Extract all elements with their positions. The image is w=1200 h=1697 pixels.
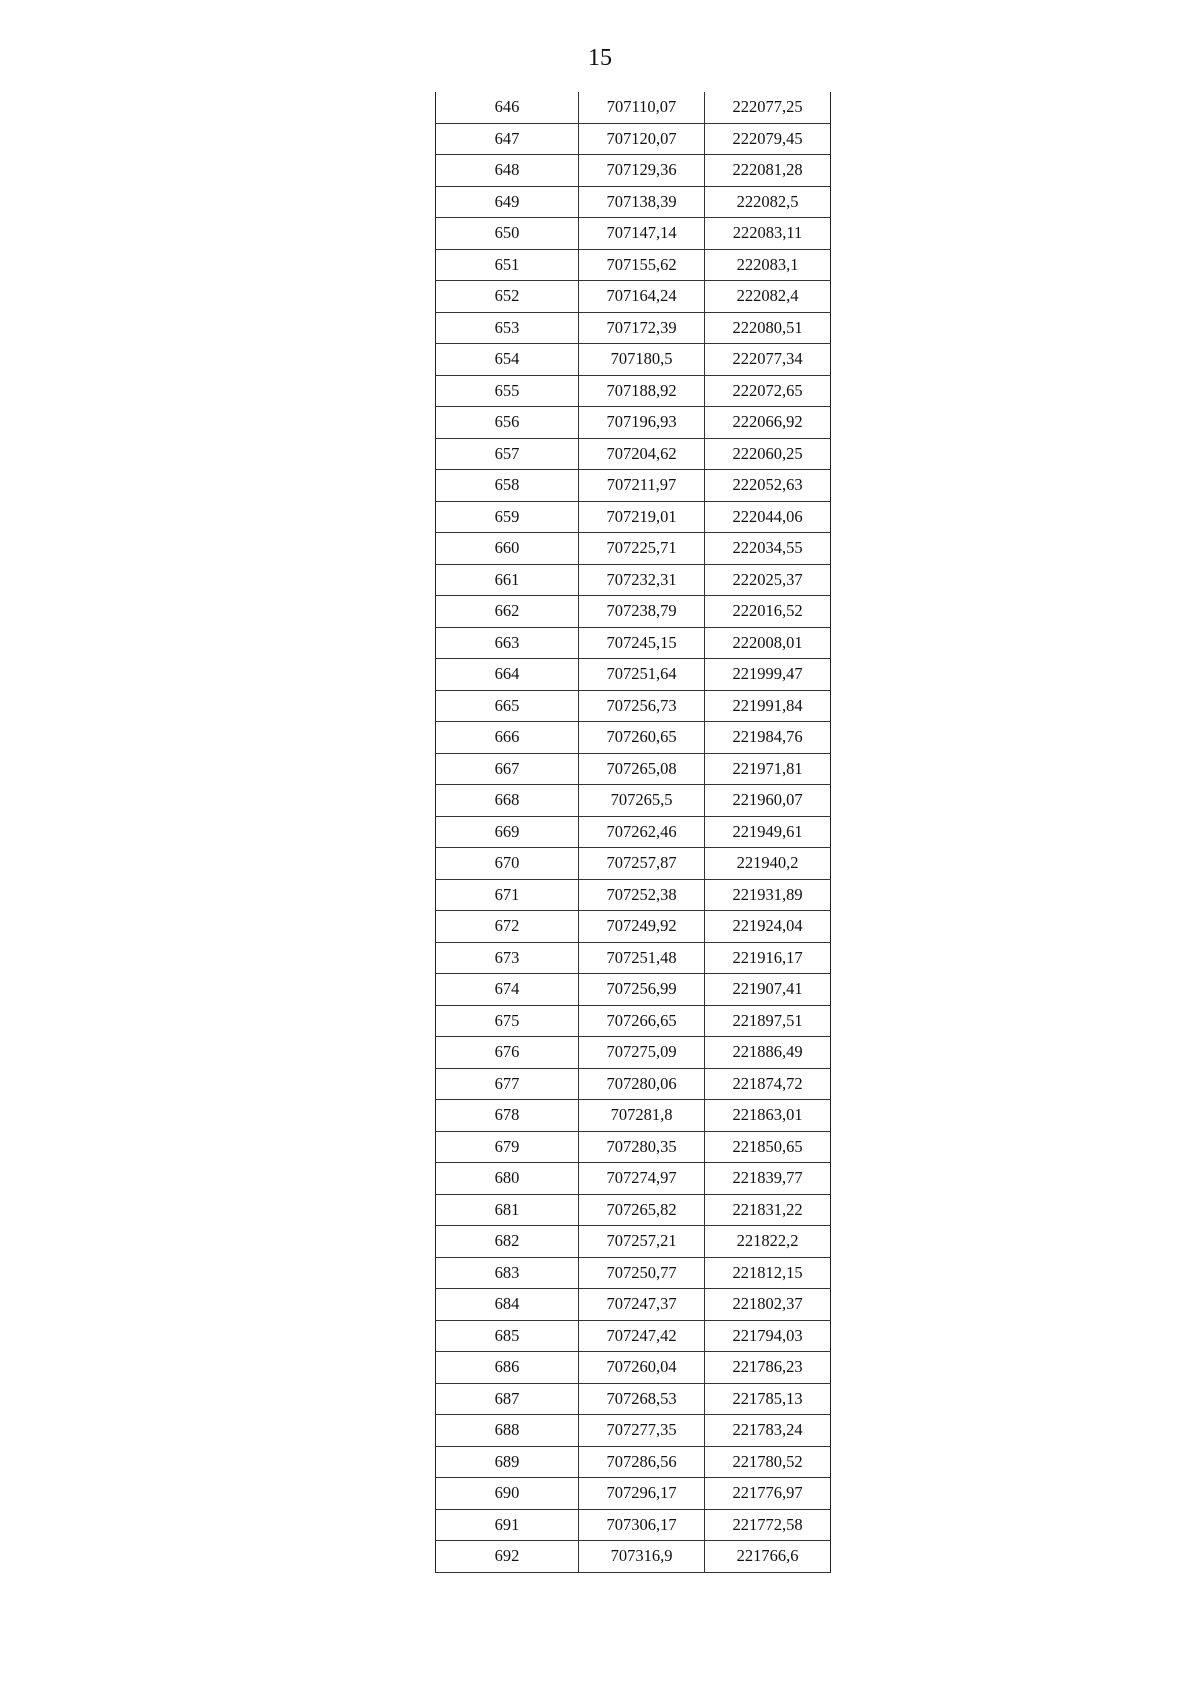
table-row (436, 1320, 831, 1352)
point-number-cell: 656 (436, 407, 579, 439)
table-row (436, 848, 831, 880)
table-row (436, 1100, 831, 1132)
table-row (436, 596, 831, 628)
y-coordinate-cell: 222083,11 (705, 218, 831, 250)
y-coordinate-cell: 221831,22 (705, 1194, 831, 1226)
table-row (436, 1289, 831, 1321)
point-number-cell: 677 (436, 1068, 579, 1100)
y-coordinate-cell: 221907,41 (705, 974, 831, 1006)
table-row (436, 1194, 831, 1226)
table-row (436, 92, 831, 123)
table-row (436, 816, 831, 848)
y-coordinate-cell: 221786,23 (705, 1352, 831, 1384)
y-coordinate-cell: 221931,89 (705, 879, 831, 911)
y-coordinate-cell: 221839,77 (705, 1163, 831, 1195)
table-row (436, 155, 831, 187)
x-coordinate-cell: 707247,37 (579, 1289, 705, 1321)
table-row (436, 1037, 831, 1069)
y-coordinate-cell: 222083,1 (705, 249, 831, 281)
x-coordinate-cell: 707249,92 (579, 911, 705, 943)
point-number-cell: 683 (436, 1257, 579, 1289)
y-coordinate-cell: 222081,28 (705, 155, 831, 187)
y-coordinate-cell: 221780,52 (705, 1446, 831, 1478)
x-coordinate-cell: 707257,21 (579, 1226, 705, 1258)
point-number-cell: 672 (436, 911, 579, 943)
x-coordinate-cell: 707238,79 (579, 596, 705, 628)
x-coordinate-cell: 707120,07 (579, 123, 705, 155)
point-number-cell: 692 (436, 1541, 579, 1573)
point-number-cell: 668 (436, 785, 579, 817)
y-coordinate-cell: 221960,07 (705, 785, 831, 817)
table-row (436, 1446, 831, 1478)
point-number-cell: 678 (436, 1100, 579, 1132)
x-coordinate-cell: 707257,87 (579, 848, 705, 880)
y-coordinate-cell: 222052,63 (705, 470, 831, 502)
table-row (436, 407, 831, 439)
y-coordinate-cell: 221940,2 (705, 848, 831, 880)
y-coordinate-cell: 221991,84 (705, 690, 831, 722)
y-coordinate-cell: 222034,55 (705, 533, 831, 565)
y-coordinate-cell: 222082,5 (705, 186, 831, 218)
point-number-cell: 681 (436, 1194, 579, 1226)
x-coordinate-cell: 707262,46 (579, 816, 705, 848)
table-row (436, 1352, 831, 1384)
x-coordinate-cell: 707232,31 (579, 564, 705, 596)
table-row (436, 1163, 831, 1195)
point-number-cell: 652 (436, 281, 579, 313)
y-coordinate-cell: 221776,97 (705, 1478, 831, 1510)
x-coordinate-cell: 707265,5 (579, 785, 705, 817)
point-number-cell: 691 (436, 1509, 579, 1541)
y-coordinate-cell: 222079,45 (705, 123, 831, 155)
point-number-cell: 650 (436, 218, 579, 250)
point-number-cell: 662 (436, 596, 579, 628)
point-number-cell: 687 (436, 1383, 579, 1415)
table-row (436, 879, 831, 911)
x-coordinate-cell: 707188,92 (579, 375, 705, 407)
y-coordinate-cell: 221886,49 (705, 1037, 831, 1069)
x-coordinate-cell: 707251,64 (579, 659, 705, 691)
y-coordinate-cell: 221812,15 (705, 1257, 831, 1289)
table-row (436, 785, 831, 817)
y-coordinate-cell: 222077,34 (705, 344, 831, 376)
y-coordinate-cell: 221863,01 (705, 1100, 831, 1132)
point-number-cell: 686 (436, 1352, 579, 1384)
point-number-cell: 689 (436, 1446, 579, 1478)
x-coordinate-cell: 707251,48 (579, 942, 705, 974)
table-row (436, 1509, 831, 1541)
table-row (436, 375, 831, 407)
x-coordinate-cell: 707129,36 (579, 155, 705, 187)
point-number-cell: 679 (436, 1131, 579, 1163)
point-number-cell: 647 (436, 123, 579, 155)
point-number-cell: 676 (436, 1037, 579, 1069)
x-coordinate-cell: 707196,93 (579, 407, 705, 439)
point-number-cell: 667 (436, 753, 579, 785)
y-coordinate-cell: 222080,51 (705, 312, 831, 344)
y-coordinate-cell: 221984,76 (705, 722, 831, 754)
point-number-cell: 669 (436, 816, 579, 848)
x-coordinate-cell: 707286,56 (579, 1446, 705, 1478)
x-coordinate-cell: 707164,24 (579, 281, 705, 313)
table-row (436, 218, 831, 250)
point-number-cell: 651 (436, 249, 579, 281)
point-number-cell: 655 (436, 375, 579, 407)
x-coordinate-cell: 707155,62 (579, 249, 705, 281)
y-coordinate-cell: 221772,58 (705, 1509, 831, 1541)
point-number-cell: 646 (436, 92, 579, 123)
y-coordinate-cell: 222060,25 (705, 438, 831, 470)
x-coordinate-cell: 707281,8 (579, 1100, 705, 1132)
y-coordinate-cell: 221874,72 (705, 1068, 831, 1100)
page-number: 15 (588, 45, 612, 71)
y-coordinate-cell: 221822,2 (705, 1226, 831, 1258)
y-coordinate-cell: 221794,03 (705, 1320, 831, 1352)
table-row (436, 753, 831, 785)
point-number-cell: 675 (436, 1005, 579, 1037)
y-coordinate-cell: 222008,01 (705, 627, 831, 659)
point-number-cell: 680 (436, 1163, 579, 1195)
y-coordinate-cell: 222082,4 (705, 281, 831, 313)
x-coordinate-cell: 707316,9 (579, 1541, 705, 1573)
table-row (436, 911, 831, 943)
x-coordinate-cell: 707280,35 (579, 1131, 705, 1163)
y-coordinate-cell: 222072,65 (705, 375, 831, 407)
table-row (436, 1415, 831, 1447)
table-row (436, 438, 831, 470)
point-number-cell: 658 (436, 470, 579, 502)
x-coordinate-cell: 707260,65 (579, 722, 705, 754)
table-row (436, 1257, 831, 1289)
table-row (436, 974, 831, 1006)
y-coordinate-cell: 222016,52 (705, 596, 831, 628)
table-row (436, 690, 831, 722)
point-number-cell: 648 (436, 155, 579, 187)
x-coordinate-cell: 707110,07 (579, 92, 705, 123)
x-coordinate-cell: 707138,39 (579, 186, 705, 218)
point-number-cell: 684 (436, 1289, 579, 1321)
y-coordinate-cell: 221897,51 (705, 1005, 831, 1037)
point-number-cell: 682 (436, 1226, 579, 1258)
table-row (436, 281, 831, 313)
x-coordinate-cell: 707265,08 (579, 753, 705, 785)
y-coordinate-cell: 222025,37 (705, 564, 831, 596)
y-coordinate-cell: 222044,06 (705, 501, 831, 533)
table-row (436, 123, 831, 155)
table-row (436, 501, 831, 533)
table-row (436, 1383, 831, 1415)
x-coordinate-cell: 707306,17 (579, 1509, 705, 1541)
x-coordinate-cell: 707225,71 (579, 533, 705, 565)
x-coordinate-cell: 707250,77 (579, 1257, 705, 1289)
x-coordinate-cell: 707247,42 (579, 1320, 705, 1352)
table-row (436, 186, 831, 218)
y-coordinate-cell: 221783,24 (705, 1415, 831, 1447)
table-row (436, 1226, 831, 1258)
point-number-cell: 663 (436, 627, 579, 659)
x-coordinate-cell: 707180,5 (579, 344, 705, 376)
y-coordinate-cell: 221999,47 (705, 659, 831, 691)
y-coordinate-cell: 221766,6 (705, 1541, 831, 1573)
point-number-cell: 690 (436, 1478, 579, 1510)
y-coordinate-cell: 221949,61 (705, 816, 831, 848)
point-number-cell: 654 (436, 344, 579, 376)
point-number-cell: 688 (436, 1415, 579, 1447)
x-coordinate-cell: 707211,97 (579, 470, 705, 502)
point-number-cell: 671 (436, 879, 579, 911)
point-number-cell: 657 (436, 438, 579, 470)
table-row (436, 942, 831, 974)
point-number-cell: 664 (436, 659, 579, 691)
point-number-cell: 649 (436, 186, 579, 218)
table-row (436, 627, 831, 659)
y-coordinate-cell: 221971,81 (705, 753, 831, 785)
x-coordinate-cell: 707268,53 (579, 1383, 705, 1415)
y-coordinate-cell: 221850,65 (705, 1131, 831, 1163)
x-coordinate-cell: 707147,14 (579, 218, 705, 250)
x-coordinate-cell: 707274,97 (579, 1163, 705, 1195)
x-coordinate-cell: 707266,65 (579, 1005, 705, 1037)
table-row (436, 1131, 831, 1163)
coordinates-table (435, 92, 831, 1573)
x-coordinate-cell: 707260,04 (579, 1352, 705, 1384)
point-number-cell: 659 (436, 501, 579, 533)
point-number-cell: 665 (436, 690, 579, 722)
x-coordinate-cell: 707296,17 (579, 1478, 705, 1510)
x-coordinate-cell: 707275,09 (579, 1037, 705, 1069)
table-row (436, 1478, 831, 1510)
table-row (436, 1005, 831, 1037)
table-row (436, 344, 831, 376)
table-row (436, 1068, 831, 1100)
point-number-cell: 670 (436, 848, 579, 880)
table-row (436, 249, 831, 281)
x-coordinate-cell: 707204,62 (579, 438, 705, 470)
x-coordinate-cell: 707172,39 (579, 312, 705, 344)
point-number-cell: 653 (436, 312, 579, 344)
y-coordinate-cell: 221916,17 (705, 942, 831, 974)
x-coordinate-cell: 707256,99 (579, 974, 705, 1006)
y-coordinate-cell: 221924,04 (705, 911, 831, 943)
x-coordinate-cell: 707280,06 (579, 1068, 705, 1100)
point-number-cell: 661 (436, 564, 579, 596)
x-coordinate-cell: 707219,01 (579, 501, 705, 533)
table-row (436, 1541, 831, 1573)
x-coordinate-cell: 707252,38 (579, 879, 705, 911)
table-row (436, 533, 831, 565)
table-row (436, 722, 831, 754)
x-coordinate-cell: 707265,82 (579, 1194, 705, 1226)
x-coordinate-cell: 707256,73 (579, 690, 705, 722)
y-coordinate-cell: 222066,92 (705, 407, 831, 439)
table-row (436, 470, 831, 502)
y-coordinate-cell: 222077,25 (705, 92, 831, 123)
table-row (436, 564, 831, 596)
point-number-cell: 660 (436, 533, 579, 565)
table-body (436, 92, 831, 1572)
point-number-cell: 674 (436, 974, 579, 1006)
point-number-cell: 673 (436, 942, 579, 974)
y-coordinate-cell: 221802,37 (705, 1289, 831, 1321)
point-number-cell: 666 (436, 722, 579, 754)
x-coordinate-cell: 707277,35 (579, 1415, 705, 1447)
y-coordinate-cell: 221785,13 (705, 1383, 831, 1415)
table-row (436, 312, 831, 344)
x-coordinate-cell: 707245,15 (579, 627, 705, 659)
point-number-cell: 685 (436, 1320, 579, 1352)
table-row (436, 659, 831, 691)
